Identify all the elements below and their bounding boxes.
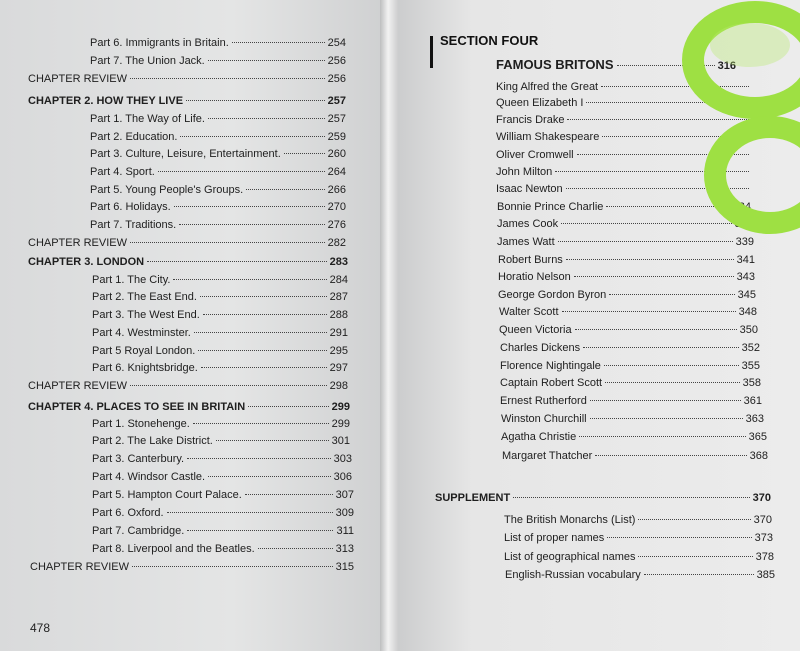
toc-entry: Part 3. Culture, Leisure, Entertainment. 260: [90, 148, 346, 160]
toc-chapter-review: CHAPTER REVIEW 315: [30, 561, 354, 573]
toc-entry: Margaret Thatcher 368: [502, 450, 768, 462]
toc-entry: Part 4. Westminster. 291: [92, 327, 348, 339]
toc-supplement-heading: SUPPLEMENT 370: [435, 492, 771, 504]
toc-chapter-heading: CHAPTER 3. LONDON 283: [28, 256, 348, 268]
toc-entry: William Shakespeare: [496, 131, 752, 143]
toc-entry: List of proper names 373: [504, 532, 773, 544]
toc-entry: Isaac Newton: [496, 183, 752, 195]
page-number: 478: [30, 621, 51, 635]
book-gutter: [380, 0, 398, 651]
toc-entry: Part 8. Liverpool and the Beatles. 313: [92, 543, 354, 555]
toc-entry: Part 7. Cambridge. 311: [92, 525, 354, 537]
toc-entry: Florence Nightingale 355: [500, 360, 760, 372]
toc-entry: Part 4. Sport. 264: [90, 166, 346, 178]
toc-entry: Part 6. Knightsbridge. 297: [92, 362, 348, 374]
toc-entry: James Watt 339: [497, 236, 754, 248]
toc-chapter-review: CHAPTER REVIEW 298: [28, 380, 348, 392]
toc-entry: List of geographical names 378: [504, 551, 774, 563]
toc-entry: Queen Victoria 350: [499, 324, 758, 336]
toc-entry: Part 1. The City. 284: [92, 274, 348, 286]
section-title: SECTION FOUR: [440, 33, 539, 48]
toc-entry: Part 7. Traditions. 276: [90, 219, 346, 231]
subsection-title: FAMOUS BRITONS 316: [496, 57, 736, 72]
toc-entry: English-Russian vocabulary 385: [505, 569, 775, 581]
toc-entry: Winston Churchill 363: [501, 413, 764, 425]
toc-entry: Part 3. Canterbury. 303: [92, 453, 352, 465]
toc-entry: Part 2. The East End. 287: [92, 291, 348, 303]
toc-entry: King Alfred the Great: [496, 81, 752, 93]
toc-entry: Charles Dickens 352: [500, 342, 760, 354]
toc-entry: Captain Robert Scott 358: [500, 377, 761, 389]
toc-entry: James Cook 336: [497, 218, 753, 230]
toc-entry: Part 3. The West End. 288: [92, 309, 348, 321]
toc-entry: Bonnie Prince Charlie 334: [497, 201, 751, 213]
toc-chapter-heading: CHAPTER 2. HOW THEY LIVE 257: [28, 95, 346, 107]
toc-chapter-review: CHAPTER REVIEW 282: [28, 237, 346, 249]
toc-entry: Part 5 Royal London. 295: [92, 345, 348, 357]
toc-entry: Horatio Nelson 343: [498, 271, 755, 283]
toc-entry: Part 1. Stonehenge. 299: [92, 418, 350, 430]
toc-entry: The British Monarchs (List) 370: [504, 514, 772, 526]
toc-entry: Queen Elizabeth I: [496, 97, 752, 109]
toc-entry: Part 6. Immigrants in Britain. 254: [90, 37, 346, 49]
toc-entry: Ernest Rutherford 361: [500, 395, 762, 407]
toc-entry: Part 2. Education. 259: [90, 131, 346, 143]
toc-entry: Part 2. The Lake District. 301: [92, 435, 350, 447]
toc-entry: Francis Drake: [496, 114, 752, 126]
toc-entry: Part 1. The Way of Life. 257: [90, 113, 346, 125]
toc-entry: George Gordon Byron 345: [498, 289, 756, 301]
toc-entry: Part 6. Holidays. 270: [90, 201, 346, 213]
toc-entry: Part 4. Windsor Castle. 306: [92, 471, 352, 483]
toc-entry: Part 7. The Union Jack. 256: [90, 55, 346, 67]
toc-entry: Part 6. Oxford. 309: [92, 507, 354, 519]
toc-entry: Walter Scott 348: [499, 306, 757, 318]
toc-chapter-review: CHAPTER REVIEW 256: [28, 73, 346, 85]
section-bar: [430, 36, 433, 68]
toc-entry: Part 5. Hampton Court Palace. 307: [92, 489, 354, 501]
toc-entry: Part 5. Young People's Groups. 266: [90, 184, 346, 196]
toc-entry: Oliver Cromwell: [496, 149, 752, 161]
toc-entry: Agatha Christie 365: [501, 431, 767, 443]
toc-entry: Robert Burns 341: [498, 254, 755, 266]
toc-chapter-heading: CHAPTER 4. PLACES TO SEE IN BRITAIN 299: [28, 401, 350, 413]
toc-entry: John Milton: [496, 166, 752, 178]
